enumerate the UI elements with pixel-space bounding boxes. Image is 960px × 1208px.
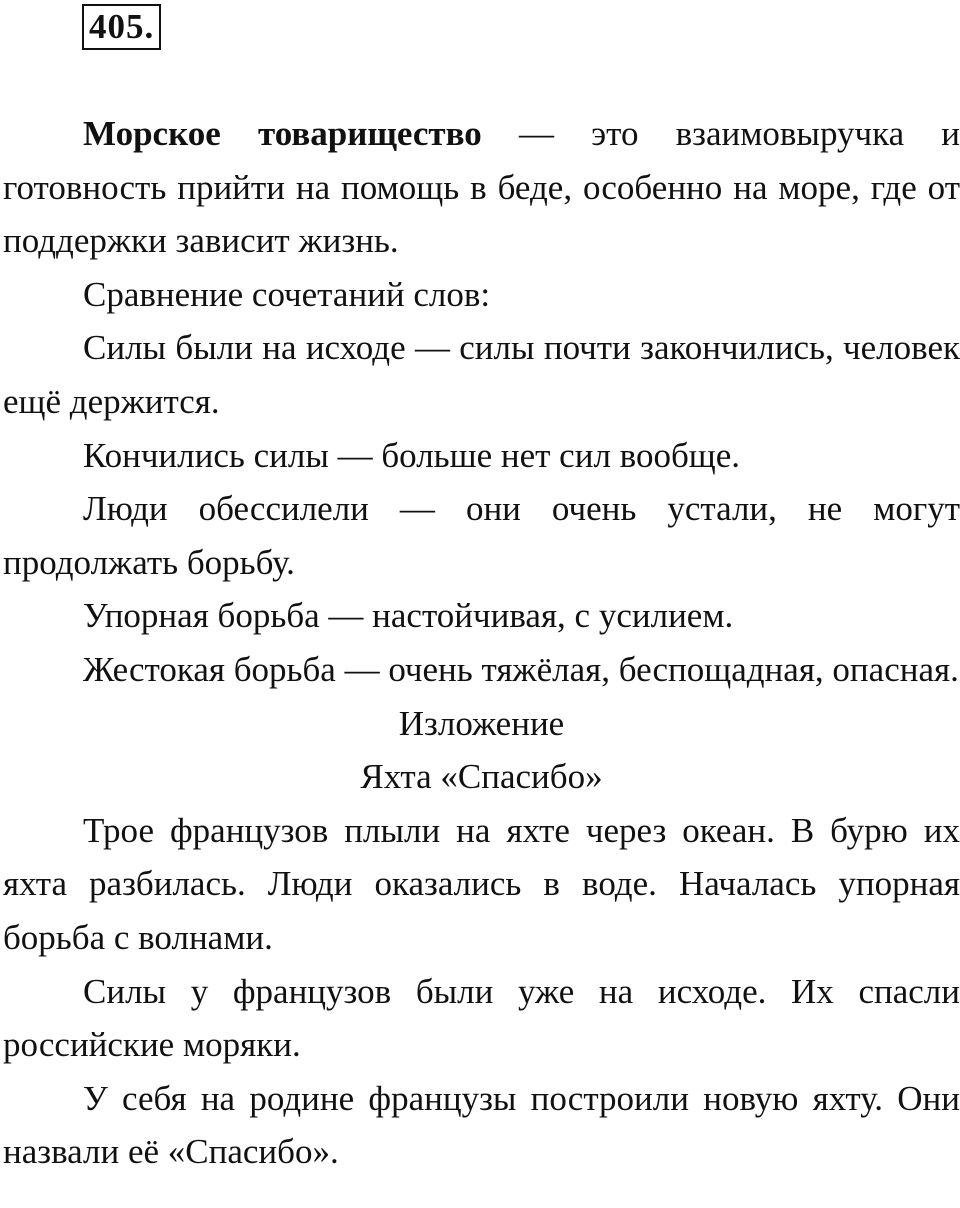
document-text xyxy=(3,107,960,1179)
comparison-item: Упорная борьба — настойчивая, с усилием. xyxy=(83,596,734,636)
section-heading: Изложение xyxy=(398,703,565,743)
comparison-item: Кончились силы — больше нет сил вообще. xyxy=(83,435,740,475)
comparison-item: Силы были на исходе — силы почти закончились, человек ещё держится. xyxy=(3,328,960,421)
exercise-number: 405. xyxy=(82,4,161,50)
definition-paragraph xyxy=(3,107,960,268)
definition-term: Морское товарищество xyxy=(83,114,482,153)
story-paragraph: Трое французов плыли на яхте через океан. В бурю их яхта разбилась. Люди оказались в воде. Началась упорная борьба с волнами. xyxy=(3,810,960,957)
comparison-item: Жестокая борьба — очень тяжёлая, беспощадная, опасная. xyxy=(83,649,959,689)
story-title: Яхта «Спасибо» xyxy=(360,757,603,797)
story-paragraph: У себя на родине французы построили новую яхту. Они назвали её «Спасибо». xyxy=(3,1078,960,1172)
story-paragraph: Силы у французов были уже на исходе. Их спасли российские моряки. xyxy=(3,971,960,1065)
definition-text: — это взаимовыручка и готовность прийти на помощь в беде, особенно на море, где от поддержки зависит жизнь. xyxy=(3,114,960,261)
comparison-item: Люди обессилели — они очень устали, не могут продолжать борьбу. xyxy=(3,489,960,582)
comparison-intro: Сравнение сочетаний слов: xyxy=(83,274,491,314)
